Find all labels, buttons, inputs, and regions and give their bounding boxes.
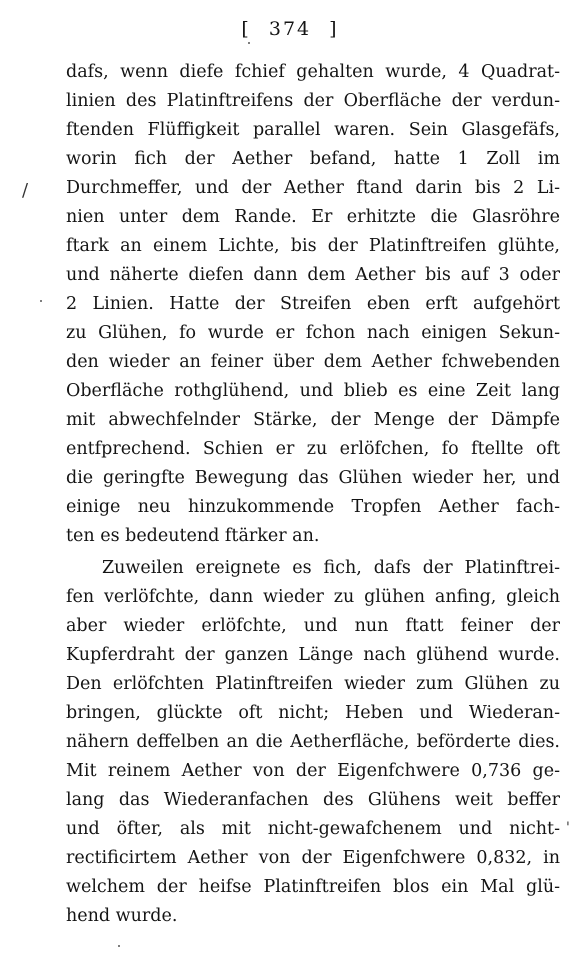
paragraph-1 [66, 58, 560, 551]
text-line: zu Glühen, fo wurde er fchon nach einigen Sekun- [66, 323, 560, 343]
text-line: welchem der heifse Platinftreifen blos ein Mal glü- [66, 877, 560, 897]
text-line: dafs, wenn diefe fchief gehalten wurde, 4 Quadrat- [66, 62, 560, 82]
text-line: und öfter, als mit nicht-gewafchenem und nicht- [66, 819, 560, 839]
text-line: nien unter dem Rande. Er erhitzte die Glasröhre [66, 207, 560, 227]
text-line: Oberfläche rothglühend, und blieb es eine Zeit lang [66, 381, 560, 401]
text-line: linien des Platinftreifens der Oberfläche der verdun- [66, 91, 560, 111]
text-line: Durchmeffer, und der Aether ftand darin bis 2 Li- [66, 178, 560, 198]
text-line: hend wurde. [66, 906, 178, 926]
text-line: Den erlöfchten Platinftreifen wieder zum Glühen zu [66, 674, 560, 694]
margin-mark: ' [566, 820, 570, 836]
text-line: nähern deffelben an die Aetherfläche, beförderte dies. [66, 732, 560, 752]
text-line: worin fich der Aether befand, hatte 1 Zoll im [66, 149, 560, 169]
text-line: Zuweilen ereignete es fich, dafs der Platinftrei- [102, 558, 560, 578]
text-line: fen verlöfchte, dann wieder zu glühen anfing, gleich [66, 587, 560, 607]
text-line: mit abwechfelnder Stärke, der Menge der Dämpfe [66, 410, 560, 430]
text-line: den wieder an feiner über dem Aether fchwebenden [66, 352, 560, 372]
text-line: einige neu hinzukommende Tropfen Aether fach- [66, 497, 560, 517]
text-line: lang das Wiederanfachen des Glühens weit beffer [66, 790, 560, 810]
text-line: aber wieder erlöfchte, und nun ftatt feiner der [66, 616, 560, 636]
margin-mark: / [22, 180, 29, 201]
text-line: Kupferdraht der ganzen Länge nach glühend wurde. [66, 645, 560, 665]
speck [248, 42, 250, 44]
text-line: ten es bedeutend ftärker an. [66, 526, 320, 546]
text-line: und näherte diefen dann dem Aether bis auf 3 oder [66, 265, 560, 285]
speck [40, 300, 42, 302]
text-line: Mit reinem Aether von der Eigenfchwere 0,736 ge- [66, 761, 560, 781]
text-line: entfprechend. Schien er zu erlöfchen, fo ftellte oft [66, 439, 560, 459]
page-number: [ 374 ] [241, 18, 339, 40]
text-line: rectificirtem Aether von der Eigenfchwere 0,832, in [66, 848, 560, 868]
text-line: bringen, glückte oft nicht; Heben und Wiederan- [66, 703, 560, 723]
text-line: die geringfte Bewegung das Glühen wieder her, und [66, 468, 560, 488]
body-text [66, 58, 560, 931]
speck [118, 945, 120, 947]
text-line: ftark an einem Lichte, bis der Platinftreifen glühte, [66, 236, 560, 256]
text-line: 2 Linien. Hatte der Streifen eben erft aufgehört [66, 294, 560, 314]
paragraph-2 [66, 554, 560, 931]
text-line: ftenden Flüffigkeit parallel waren. Sein Glasgefäfs, [66, 120, 560, 140]
